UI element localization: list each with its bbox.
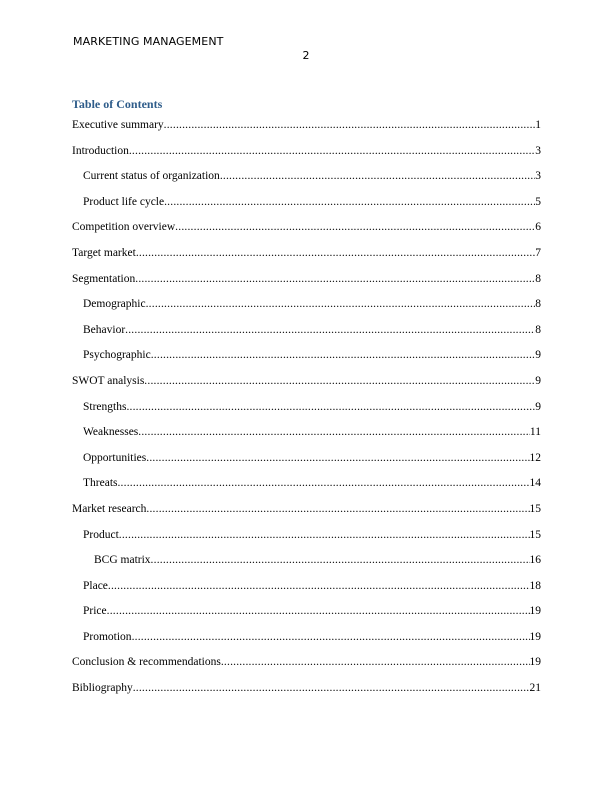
toc-dot-leader <box>164 113 536 139</box>
toc-entry-page-number: 19 <box>529 630 541 643</box>
toc-entry[interactable] <box>72 395 541 421</box>
toc-dot-leader <box>129 139 535 165</box>
toc-entry-label: Opportunities <box>83 451 147 464</box>
toc-entry[interactable] <box>72 164 541 190</box>
toc-dot-leader <box>146 497 529 523</box>
toc-entry-label: Segmentation <box>72 272 136 285</box>
toc-entry-page-number: 7 <box>535 246 541 259</box>
toc-entry-page-number: 3 <box>535 144 541 157</box>
toc-entry-page-number: 9 <box>535 374 541 387</box>
toc-entry-page-number: 19 <box>529 656 541 669</box>
toc-entry[interactable] <box>72 523 541 549</box>
toc-entry[interactable] <box>72 676 541 702</box>
toc-entry-label: Product life cycle <box>83 195 165 208</box>
toc-dot-leader <box>151 343 536 369</box>
toc-entry-page-number: 12 <box>529 451 541 464</box>
toc-entry[interactable] <box>72 318 541 344</box>
toc-entry[interactable] <box>72 241 541 267</box>
toc-entry[interactable] <box>72 343 541 369</box>
toc-entry-page-number: 15 <box>529 502 541 515</box>
toc-entry[interactable] <box>72 574 541 600</box>
toc-entry-page-number: 6 <box>535 221 541 234</box>
toc-entry-label: Promotion <box>83 630 132 643</box>
toc-entry-page-number: 5 <box>535 195 541 208</box>
toc-entry-label: Demographic <box>83 298 146 311</box>
toc-entry-label: Conclusion & recommendations <box>72 656 221 669</box>
toc-entry[interactable] <box>72 190 541 216</box>
toc-entry[interactable] <box>72 292 541 318</box>
toc-entry-page-number: 14 <box>529 477 541 490</box>
toc-entry[interactable] <box>72 267 541 293</box>
toc-dot-leader <box>146 292 536 318</box>
toc-entry-page-number: 9 <box>535 349 541 362</box>
toc-entry-label: Executive summary <box>72 119 164 131</box>
toc-entry-label: Strengths <box>83 400 127 413</box>
toc-entry-label: BCG matrix <box>94 554 151 567</box>
toc-dot-leader <box>175 215 535 241</box>
toc-dot-leader <box>164 190 535 216</box>
toc-dot-leader <box>117 471 529 497</box>
toc-entry[interactable] <box>72 625 541 651</box>
toc-dot-leader <box>135 267 535 293</box>
toc-entry-label: Product <box>83 528 119 541</box>
toc-entry-label: Bibliography <box>72 682 133 695</box>
toc-dot-leader <box>146 446 529 472</box>
toc-dot-leader <box>136 241 535 267</box>
toc-entry-page-number: 16 <box>529 554 541 567</box>
toc-dot-leader <box>132 625 530 651</box>
toc-entry-label: Weaknesses <box>83 426 139 439</box>
toc-entry-page-number: 21 <box>529 682 541 695</box>
toc-entry-label: Competition overview <box>72 221 176 234</box>
toc-entry[interactable] <box>72 215 541 241</box>
toc-entry[interactable] <box>72 420 541 446</box>
toc-entry-page-number: 11 <box>529 426 541 439</box>
toc-entry-label: Target market <box>72 246 136 259</box>
toc-entry-label: Market research <box>72 502 147 515</box>
toc-entry-label: SWOT analysis <box>72 374 145 387</box>
toc-dot-leader <box>151 548 530 574</box>
toc-dot-leader <box>125 318 535 344</box>
toc-entry-label: Current status of organization <box>83 170 220 183</box>
toc-entry[interactable] <box>72 548 541 574</box>
toc-entry-label: Psychographic <box>83 349 151 362</box>
page-number: 2 <box>302 49 310 62</box>
toc-entry[interactable] <box>72 471 541 497</box>
toc-entry-page-number: 1 <box>535 119 541 131</box>
toc-entry-page-number: 15 <box>529 528 541 541</box>
toc-dot-leader <box>138 420 530 446</box>
toc-entry[interactable] <box>72 599 541 625</box>
toc-dot-leader <box>133 676 530 702</box>
toc-dot-leader <box>144 369 535 395</box>
toc-entry[interactable] <box>72 497 541 523</box>
toc-entry[interactable] <box>72 650 541 676</box>
toc-entry-label: Price <box>83 605 107 618</box>
running-header: MARKETING MANAGEMENT <box>73 35 224 48</box>
toc-entry-page-number: 9 <box>535 400 541 413</box>
toc-dot-leader <box>108 574 530 600</box>
toc-entry[interactable] <box>72 139 541 165</box>
toc-dot-leader <box>126 395 535 421</box>
toc-entry-page-number: 3 <box>535 170 541 183</box>
toc-entry-page-number: 18 <box>529 579 541 592</box>
toc-entry[interactable] <box>72 369 541 395</box>
toc-entry-page-number: 8 <box>535 298 541 311</box>
toc-entry-label: Behavior <box>83 323 126 336</box>
toc-dot-leader <box>220 164 535 190</box>
toc-title: Table of Contents <box>72 97 163 111</box>
toc-entry-label: Introduction <box>72 144 129 157</box>
toc-entry-label: Place <box>83 579 108 592</box>
toc-entry-page-number: 8 <box>535 323 541 336</box>
toc-entry[interactable] <box>72 113 541 139</box>
table-of-contents <box>72 113 541 702</box>
toc-dot-leader <box>119 523 530 549</box>
toc-entry[interactable] <box>72 446 541 472</box>
toc-dot-leader <box>221 650 530 676</box>
toc-entry-page-number: 8 <box>535 272 541 285</box>
toc-dot-leader <box>107 599 530 625</box>
toc-entry-page-number: 19 <box>529 605 541 618</box>
toc-entry-label: Threats <box>83 477 118 490</box>
